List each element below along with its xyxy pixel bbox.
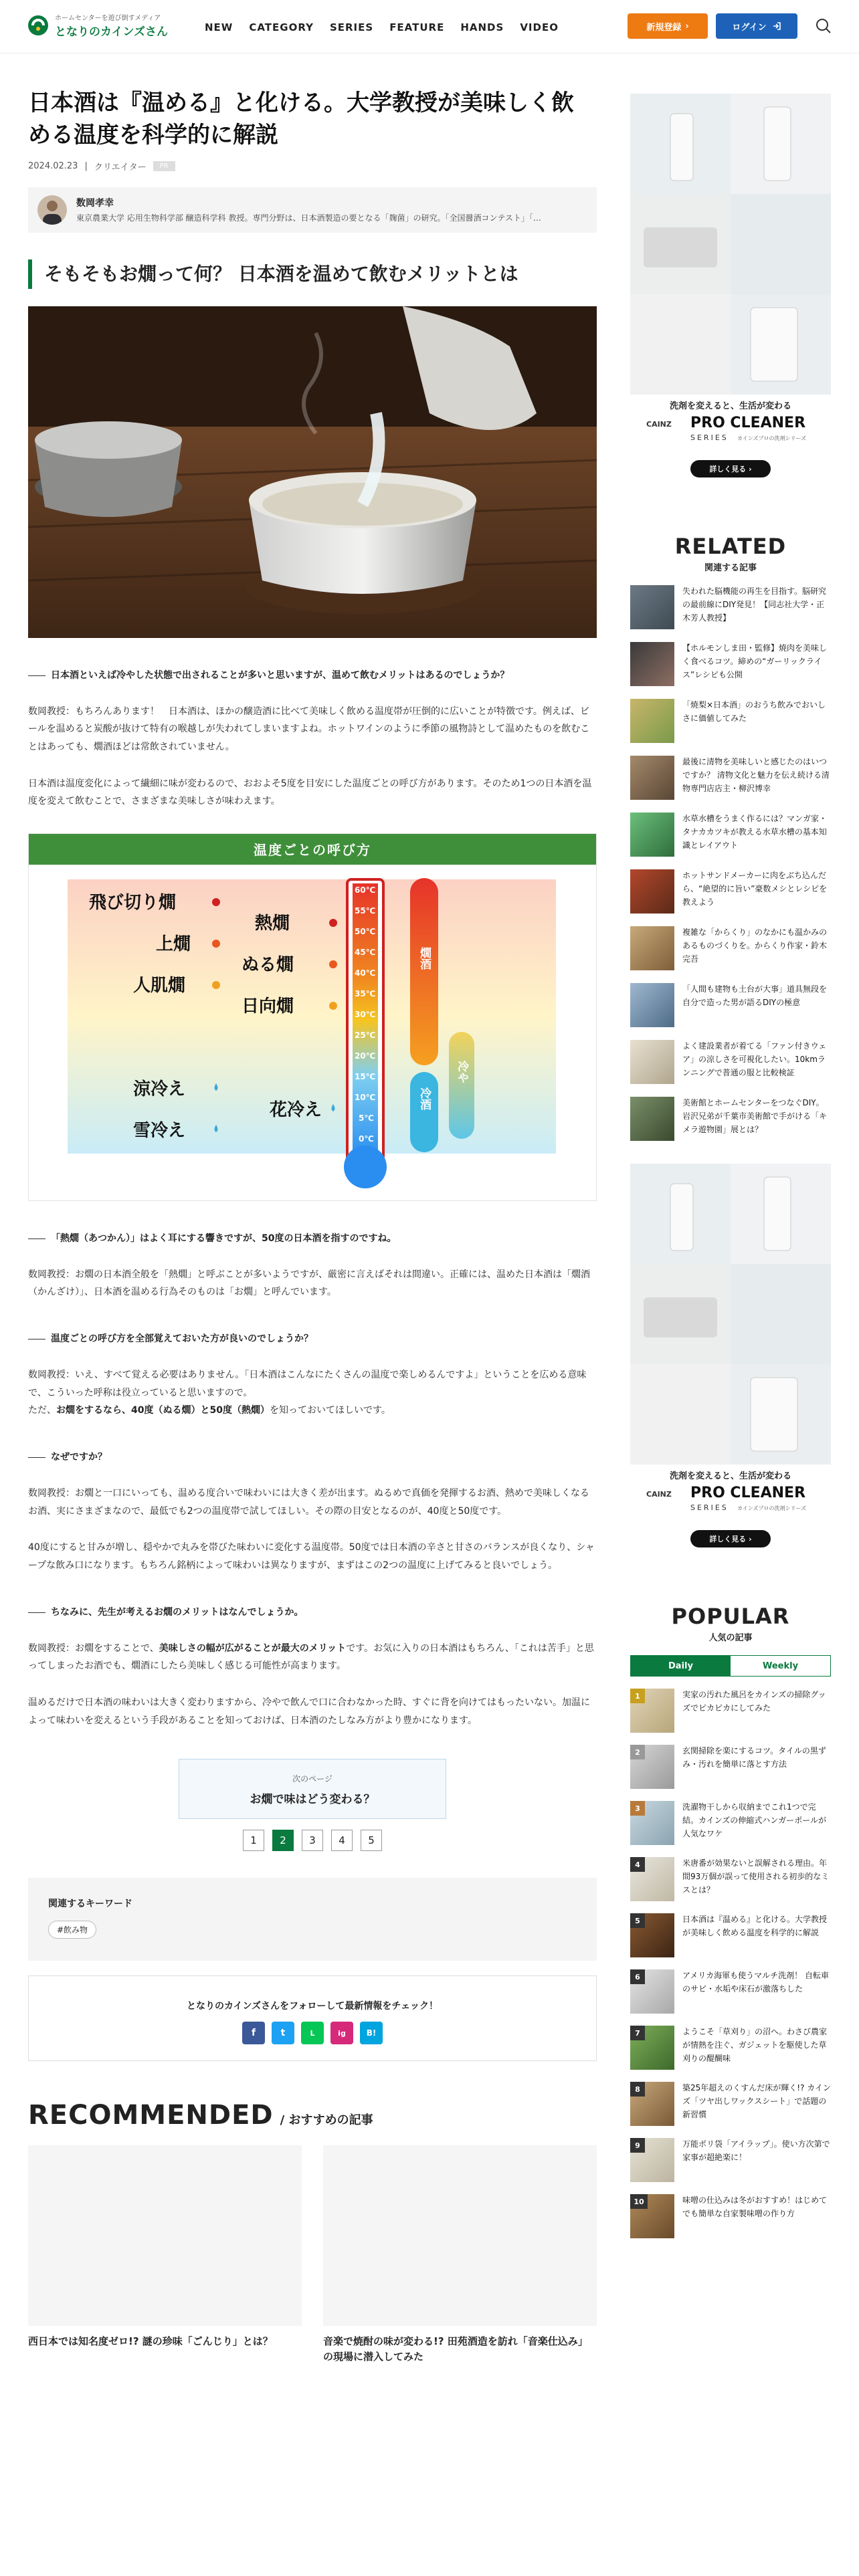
login-icon [772,21,781,31]
ad-catch: 洗剤を変えると、生活が変わる [669,401,791,411]
site-logo[interactable] [27,12,168,39]
article [28,87,597,2365]
tick-55: 55℃ [355,905,376,916]
tick-30: 30℃ [355,1009,376,1019]
label-hiya: 冷や [455,1060,468,1083]
related-thumb [630,983,674,1027]
rank-badge: 5 [630,1913,645,1928]
interview-question: 「熱燗（あつかん）」はよく耳にする響きですが、50度の日本酒を指すのですね。 [28,1230,597,1247]
paragraph: 数岡教授：お燗と一口にいっても、温める度合いで味わいには大きく差が出ます。ぬるめで真価を発揮するお酒、熱めで美味しくなるお酒、実にさまざまなので、最低でも2つの温度帯で試してほしい。その際の目安となるのが、40度と50度です。 [28,1488,589,1517]
author-box[interactable] [28,187,597,233]
tick-5: 5℃ [359,1113,374,1123]
related-item[interactable] [630,983,831,1027]
page-link-1[interactable]: 1 [243,1830,264,1851]
label-nurukan: ぬる燗 [242,954,294,975]
popular-item-title: 玄関掃除を楽にするコツ。タイルの黒ずみ・汚れを簡単に落とす方法 [682,1746,826,1769]
label-tobikirikan: 飛び切り燗 [89,892,177,913]
paragraph: 数岡教授：もちろんあります！ 日本酒は、ほかの醸造酒に比べて美味しく飲める温度帯が圧倒的に広いことが特徴です。例えば、ビールを温めると炭酸が抜けて特有の喉越しが失われてしまいますよね。ホットワインのように季節の風物詩として温めたものを飲むことはあっても、燗酒ほどは常飲されていません。 [28,706,590,752]
ad-series: SERIES [690,433,729,442]
tick-40: 40℃ [355,968,376,978]
site-header [0,0,859,53]
related-thumb [630,1097,674,1141]
popular-item-title: 実家の汚れた風呂をカインズの掃除グッズでピカピカにしてみた [682,1690,826,1713]
line-icon[interactable]: L [301,2022,324,2044]
ad-brand: CAINZ [646,1490,672,1499]
twitter-icon[interactable]: t [272,2022,294,2044]
label-hitohadakan: 人肌燗 [133,975,186,996]
ad-cta-label: 詳しく見る [709,465,747,473]
recommended-heading [28,2100,597,2131]
rank-badge: 1 [630,1689,645,1703]
nav-hands[interactable]: HANDS [460,21,504,33]
popular-thumb [630,1689,674,1733]
ad-product: PRO CLEANER [690,415,806,431]
logo-mark-icon [27,14,50,37]
site-name: となりのカインズさん [55,25,168,39]
popular-thumb [630,1857,674,1901]
text-emphasis: お燗をするなら、40度（ぬる燗）と50度（熱燗） [56,1405,270,1416]
keyword-title: 関連するキーワード [48,1899,132,1910]
popular-thumb [630,2194,674,2238]
paragraph [28,1640,597,1675]
meta-divider: | [84,160,88,171]
rank-badge: 3 [630,1801,645,1816]
global-nav [205,21,559,33]
label-atsukan: 熱燗 [255,913,290,934]
register-button[interactable] [628,13,708,39]
rank-badge: 6 [630,1969,645,1984]
nav-series[interactable]: SERIES [329,21,374,33]
recommended-card-title: 音楽で焼酎の味が変わる!? 田苑酒造を訪れ「音楽仕込み」の現場に潜入してみた [323,2335,588,2363]
related-item[interactable] [630,869,831,914]
ad-banner-2[interactable] [630,1164,831,1565]
article-title: 日本酒は『温める』と化ける。大学教授が美味しく飲める温度を科学的に解説 [28,90,574,149]
label-yukibie: 雪冷え [133,1120,186,1141]
related-heading [630,534,831,573]
rank-badge: 2 [630,1745,645,1759]
ad-series: SERIES [690,1503,729,1512]
popular-thumb [630,2138,674,2182]
page-link-2-current[interactable]: 2 [272,1830,294,1851]
search-icon[interactable] [815,17,832,35]
related-thumb [630,642,674,686]
related-item-title: 美術館とホームセンターをつなぐDIY。岩沢兄弟が千葉市美術館で手がける「キメラ遊物園」展とは？ [682,1098,828,1134]
infographic-title: 温度ごとの呼び方 [29,834,596,865]
rank-badge: 10 [630,2194,648,2209]
tick-35: 35℃ [355,988,376,998]
ad-sub: カインズプロの洗剤シリーズ [737,1505,807,1511]
recommended-list [28,2145,597,2365]
popular-item-title: 日本酒は『温める』と化ける。大学教授が美味しく飲める温度を科学的に解説 [682,1915,828,1937]
paragraph: 数岡教授：お燗の日本酒全般を「熱燗」と呼ぶことが多いようですが、厳密に言えばそれは間違い。正確には、温めた日本酒は「燗酒（かんざけ）」、日本酒を温める行為そのものは「お燗」と呼んでいます。 [28,1269,590,1298]
text-run: です。お気に入りの日本酒はもちろん、「これは苦手」と思ってしまったお酒でも、燗酒にしたら美味しく感じる可能性が高まります。 [28,1642,594,1672]
related-title-jp: 関連する記事 [704,563,757,573]
ad-sub: カインズプロの洗剤シリーズ [737,435,807,441]
hatena-bookmark-icon[interactable]: B! [360,2022,383,2044]
nav-feature[interactable]: FEATURE [389,21,445,33]
related-item[interactable] [630,585,831,629]
nav-category[interactable]: CATEGORY [249,21,314,33]
next-page-small: 次のページ [292,1774,332,1784]
popular-item[interactable] [630,1969,831,2014]
sake-photo [28,306,597,638]
label-hanabie: 花冷え [270,1099,322,1120]
label-kanzake: 燗酒 [417,946,431,970]
tick-50: 50℃ [355,926,376,936]
popular-item[interactable] [630,2138,831,2182]
article-category[interactable]: クリエイター [94,162,147,173]
section-heading: そもそもお燗って何？ 日本酒を温めて飲むメリットとは [28,259,597,289]
popular-item-title: 味噌の仕込みは冬がおすすめ！はじめてでも簡単な自家製味噌の作り方 [682,2195,828,2218]
article-date: 2024.02.23 [28,160,78,171]
popular-title-jp: 人気の記事 [708,1633,753,1643]
paragraph: 日本酒は温度変化によって繊細に味が変わるので、おおよそ5度を目安にした温度ごとの呼び方があります。そのため1つの日本酒を温度を変えて飲むことで、さまざまな美味しさが味わえます。 [28,778,592,807]
rank-badge: 4 [630,1857,645,1872]
related-item[interactable] [630,1040,831,1084]
article-meta [28,160,597,173]
instagram-icon[interactable]: ig [330,2022,353,2044]
ad-banner[interactable] [630,94,831,495]
tick-25: 25℃ [355,1030,376,1040]
related-list [630,585,831,1141]
related-item[interactable] [630,699,831,743]
tick-0: 0℃ [359,1134,374,1144]
related-item-title: 失われた脳機能の再生を目指す。脳研究の最前線にDIY発見！【同志社大学・正木芳人教授】 [682,586,827,623]
nav-new[interactable]: NEW [205,21,233,33]
popular-item[interactable] [630,1913,831,1957]
ad-catch: 洗剤を変えると、生活が変わる [669,1471,791,1481]
popular-item-title: 築25年超えのくすんだ床が輝く!? カインズ「ツヤ出しワックスシート」で話題の新習慣 [682,2083,831,2119]
popular-item[interactable] [630,1857,831,1901]
recommended-title-jp-text: おすすめの記事 [288,2113,373,2128]
page-link-4[interactable]: 4 [331,1830,353,1851]
tick-60: 60℃ [355,885,376,895]
related-thumb [630,756,674,800]
popular-item[interactable] [630,1745,831,1789]
page-link-5[interactable]: 5 [361,1830,382,1851]
site-tagline: ホームセンターを遊び倒すメディア [55,15,161,22]
recommended-thumb [323,2145,597,2326]
register-arrow-icon: › [685,21,689,31]
next-page-title: お燗で味はどう変わる？ [250,1793,375,1807]
related-item-title: 最後に清物を美味しいと感じたのはいつですか？ 清物文化と魅力を伝え続ける清物専門店店主・柳沢博幸 [682,757,830,793]
popular-item-title: アメリカ海軍も使うマルチ洗剤！ 自転車のサビ・水垢や床石が激落ちした [682,1971,829,1994]
popular-thumb [630,1745,674,1789]
author-bio: 東京農業大学 応用生物科学部 醸造科学科 教授。専門分野は、日本酒製造の要となる「麹菌」の研究。「全国醤酒コンテスト」「… [76,213,541,223]
related-item-title: 【ホルモンしま田・監修】焼肉を美味しく食べるコツ。締めの“ガーリックライス”レシピも公開 [682,643,828,679]
recommended-thumb [28,2145,302,2326]
related-thumb [630,869,674,914]
tick-15: 15℃ [355,1071,376,1081]
label-hinatakan: 日向燗 [242,996,294,1016]
popular-item[interactable] [630,1801,831,1845]
recommended-title-jp: / おすすめの記事 [280,2113,373,2128]
related-item-title: ホットサンドメーカーに肉をぶち込んだら、“絶望的に旨い”豪数メシとレシピを教えよう [682,871,828,907]
related-item[interactable] [630,756,831,800]
recommended-card[interactable] [323,2145,597,2365]
interview-question: 日本酒といえば冷やした状態で出されることが多いと思いますが、温めて飲むメリットはあるのでしょうか？ [28,667,597,684]
related-item-title: よく建設業者が着てる「ファン付きウェア」の涼しさを可視化したい。10kmランニングで普通の服と比較検証 [682,1041,827,1077]
follow-box [28,1975,597,2061]
related-thumb [630,926,674,970]
related-thumb [630,699,674,743]
popular-item-title: 万能ポリ袋「アイラップ」。使い方次第で家事が超絶楽に！ [682,2139,830,2162]
popular-item[interactable] [630,2082,831,2126]
rank-badge: 7 [630,2026,645,2040]
popular-item[interactable] [630,2194,831,2238]
text-emphasis: 美味しさの幅が広がることが最大のメリット [159,1642,347,1654]
tab-daily[interactable]: Daily [631,1656,731,1676]
popular-thumb [630,2026,674,2070]
popular-title-en: POPULAR [671,1604,790,1629]
interview-question: ちなみに、先生が考えるお燗のメリットはなんでしょうか。 [28,1604,597,1621]
related-thumb [630,813,674,857]
tick-10: 10℃ [355,1092,376,1102]
interview-question: なぜですか？ [28,1449,597,1466]
pr-badge: PR [153,161,175,171]
popular-list [630,1689,831,2238]
related-item[interactable] [630,926,831,970]
ad-cta-label: 詳しく見る [709,1535,747,1543]
login-label: ログイン [732,22,767,33]
recommended-title-en: RECOMMENDED [28,2100,274,2131]
paragraph: 温めるだけで日本酒の味わいは大きく変わりますから、冷やで飲んで口に合わなかった時、すぐに背を向けてはもったいない。加温によって味わいを変えるという手段があることを知っておけば、日本酒のたしなみ方がより豊かになります。 [28,1697,590,1726]
keyword-tag[interactable]: #飲み物 [48,1921,96,1939]
paragraph [28,1402,597,1420]
register-label: 新規登録 [646,22,682,33]
ad-product: PRO CLEANER [690,1485,806,1501]
text-run: ただ、 [28,1405,56,1416]
tick-20: 20℃ [355,1051,376,1061]
popular-item-title: ようこそ「草刈り」の沼へ。わさび農家が情熱を注ぐ、ガジェットを駆使した草刈りの醍醐味 [682,2027,828,2063]
related-item-title: 水草水槽をうまく作るには？マンガ家・タナカカツキが教える水草水槽の基本知識とレイアウト [682,814,828,850]
infographic-graphic [29,865,596,1200]
related-item-title: 「人間も建物も土台が大事」道具無段を自分で造った男が語るDIYの極意 [682,984,828,1007]
paragraph: 40度にすると甘みが増し、穏やかで丸みを帯びた味わいに変化する温度帯。50度では日本酒の辛さと甘さのバランスが良くなり、シャープな飲み口になります。もちろん銘柄によって味わいは異なりますが、まずはこの2つの温度に上げてみると良いでしょう。 [28,1542,595,1571]
popular-tabs [630,1655,831,1677]
related-item[interactable] [630,1097,831,1141]
keyword-box [28,1878,597,1961]
popular-thumb [630,1801,674,1845]
popular-heading [630,1604,831,1643]
ad-brand: CAINZ [646,420,672,429]
popular-item-title: 洗濯物干しから収納までこれ1つで完結。カインズの伸縮式ハンガーポールが人気なワケ [682,1802,827,1838]
rank-badge: 9 [630,2138,645,2153]
text-run: を知っておいてほしいです。 [269,1405,391,1416]
popular-item[interactable] [630,1689,831,1733]
text-run: 数岡教授：お燗をすることで、 [28,1642,159,1654]
tick-45: 45℃ [355,947,376,957]
temperature-infographic [28,833,597,1201]
author-name: 数岡孝幸 [76,198,114,209]
ad-cta-button[interactable]: 詳しく見る › [690,460,771,477]
ad-cta-button[interactable]: 詳しく見る › [690,1530,771,1547]
related-item[interactable] [630,813,831,857]
recommended-card[interactable] [28,2145,302,2365]
related-item-title: 複雑な「からくり」のなかにも温かみのあるものづくりを。からくり作家・鈴木完吾 [682,928,828,964]
next-page-button[interactable] [179,1759,446,1819]
pagination [28,1830,597,1851]
related-item-title: 「焼梨×日本酒」のおうち飲みでおいしさに価値してみた [682,700,826,723]
popular-item-title: 米唐番が効果ないと誤解される理由。年間93万個が誤って使用される初歩的なミスとは？ [682,1858,830,1895]
follow-text: となりのカインズさんをフォローして最新情報をチェック！ [186,2001,439,2012]
interview-question: 温度ごとの呼び方を全部覚えておいた方が良いのでしょうか？ [28,1331,597,1348]
popular-thumb [630,1969,674,2014]
facebook-icon[interactable]: f [242,2022,265,2044]
social-links [29,2022,596,2044]
login-button[interactable] [716,13,797,39]
sidebar [630,94,831,2250]
related-thumb [630,585,674,629]
tab-weekly[interactable]: Weekly [762,1660,799,1671]
rank-badge: 8 [630,2082,645,2097]
recommended-card-title: 西日本では知名度ゼロ!? 謎の珍味「ごんじり」とは？ [28,2335,273,2348]
popular-thumb [630,2082,674,2126]
page-link-3[interactable]: 3 [302,1830,323,1851]
label-jokan: 上燗 [156,934,191,954]
label-reishu: 冷酒 [417,1087,431,1110]
related-title-en: RELATED [674,534,787,559]
related-item[interactable] [630,642,831,686]
popular-thumb [630,1913,674,1957]
paragraph: 数岡教授：いえ、すべて覚える必要はありません。「日本酒はこんなにたくさんの温度で楽しめるんですよ」ということを広める意味で、こういった呼称は役立っていると思いますので。 [28,1370,587,1398]
author-avatar [37,195,67,225]
popular-item[interactable] [630,2026,831,2070]
related-thumb [630,1040,674,1084]
nav-video[interactable]: VIDEO [520,21,559,33]
label-suzubie: 涼冷え [133,1079,186,1099]
